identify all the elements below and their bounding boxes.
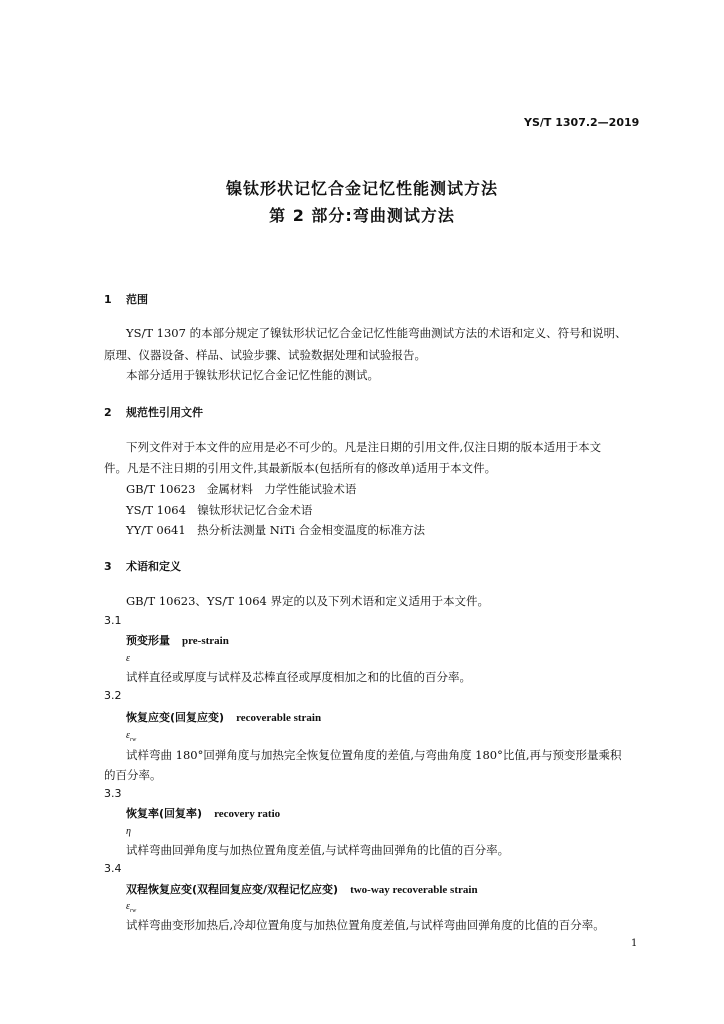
term-entry — [126, 881, 478, 897]
document-subtitle: 第 2 部分:弯曲测试方法 — [269, 206, 455, 225]
term-symbol — [126, 730, 136, 743]
term-english: recoverable strain — [236, 712, 322, 724]
section-title: 规范性引用文件 — [126, 406, 203, 419]
term-definition: 试样弯曲变形加热后,冷却位置角度与加热位置角度差值,与试样弯曲回弹角度的比值的百分率。 — [126, 918, 605, 932]
section-title: 范围 — [126, 293, 148, 306]
symbol-subscript: rw — [129, 908, 137, 914]
term-number: 3.3 — [104, 787, 122, 800]
symbol-base: ε — [126, 730, 130, 741]
term-chinese: 双程恢复应变(双程回复应变/双程记忆应变) — [126, 883, 339, 896]
term-number: 3.4 — [104, 862, 122, 875]
paragraph-line: 本部分适用于镍钛形状记忆合金记忆性能的测试。 — [126, 368, 379, 382]
section-number: 2 — [104, 406, 112, 419]
section-number: 1 — [104, 293, 112, 306]
term-symbol: η — [126, 826, 131, 837]
section-title: 术语和定义 — [126, 560, 181, 573]
term-number: 3.2 — [104, 689, 122, 702]
symbol-base: ε — [126, 901, 130, 912]
paragraph-line: GB/T 10623、YS/T 1064 界定的以及下列术语和定义适用于本文件。 — [126, 594, 490, 608]
paragraph-line: 件。凡是不注日期的引用文件,其最新版本(包括所有的修改单)适用于本文件。 — [104, 461, 497, 475]
reference-item: GB/T 10623 金属材料 力学性能试验术语 — [126, 482, 357, 496]
term-chinese: 恢复应变(回复应变) — [126, 711, 225, 724]
term-definition: 试样直径或厚度与试样及芯棒直径或厚度相加之和的比值的百分率。 — [126, 670, 471, 684]
term-definition: 试样弯曲 180°回弹角度与加热完全恢复位置角度的差值,与弯曲角度 180°比值,再与预变形量乘积 — [126, 748, 622, 762]
term-symbol — [126, 901, 136, 914]
term-definition: 的百分率。 — [104, 768, 162, 782]
term-symbol: ε — [126, 653, 130, 664]
page-number: 1 — [631, 938, 638, 949]
symbol-subscript: rw — [129, 737, 137, 743]
document-title: 镍钛形状记忆合金记忆性能测试方法 — [225, 179, 498, 198]
term-chinese: 预变形量 — [126, 634, 170, 647]
term-entry — [126, 709, 321, 725]
term-english: pre-strain — [182, 635, 229, 647]
section-heading-terms-definitions — [104, 558, 181, 574]
section-number: 3 — [104, 560, 112, 573]
paragraph-line: 原理、仪器设备、样品、试验步骤、试验数据处理和试验报告。 — [104, 348, 426, 362]
term-english: recovery ratio — [214, 808, 281, 820]
term-number: 3.1 — [104, 614, 122, 627]
paragraph-line: YS/T 1307 的本部分规定了镍钛形状记忆合金记忆性能弯曲测试方法的术语和定义、符号和说明、 — [126, 326, 627, 340]
paragraph-line: 下列文件对于本文件的应用是必不可少的。凡是注日期的引用文件,仅注日期的版本适用于本文 — [126, 440, 602, 454]
reference-item: YS/T 1064 镍钛形状记忆合金术语 — [126, 503, 313, 517]
term-chinese: 恢复率(回复率) — [126, 807, 203, 820]
section-heading-scope — [104, 291, 148, 307]
reference-item: YY/T 0641 热分析法测量 NiTi 合金相变温度的标准方法 — [126, 523, 426, 537]
section-heading-normative-references — [104, 404, 203, 420]
standard-number: YS/T 1307.2—2019 — [524, 116, 640, 129]
term-definition: 试样弯曲回弹角度与加热位置角度差值,与试样弯曲回弹角的比值的百分率。 — [126, 843, 510, 857]
term-entry — [126, 632, 229, 648]
term-english: two-way recoverable strain — [350, 884, 478, 896]
term-entry — [126, 805, 280, 821]
